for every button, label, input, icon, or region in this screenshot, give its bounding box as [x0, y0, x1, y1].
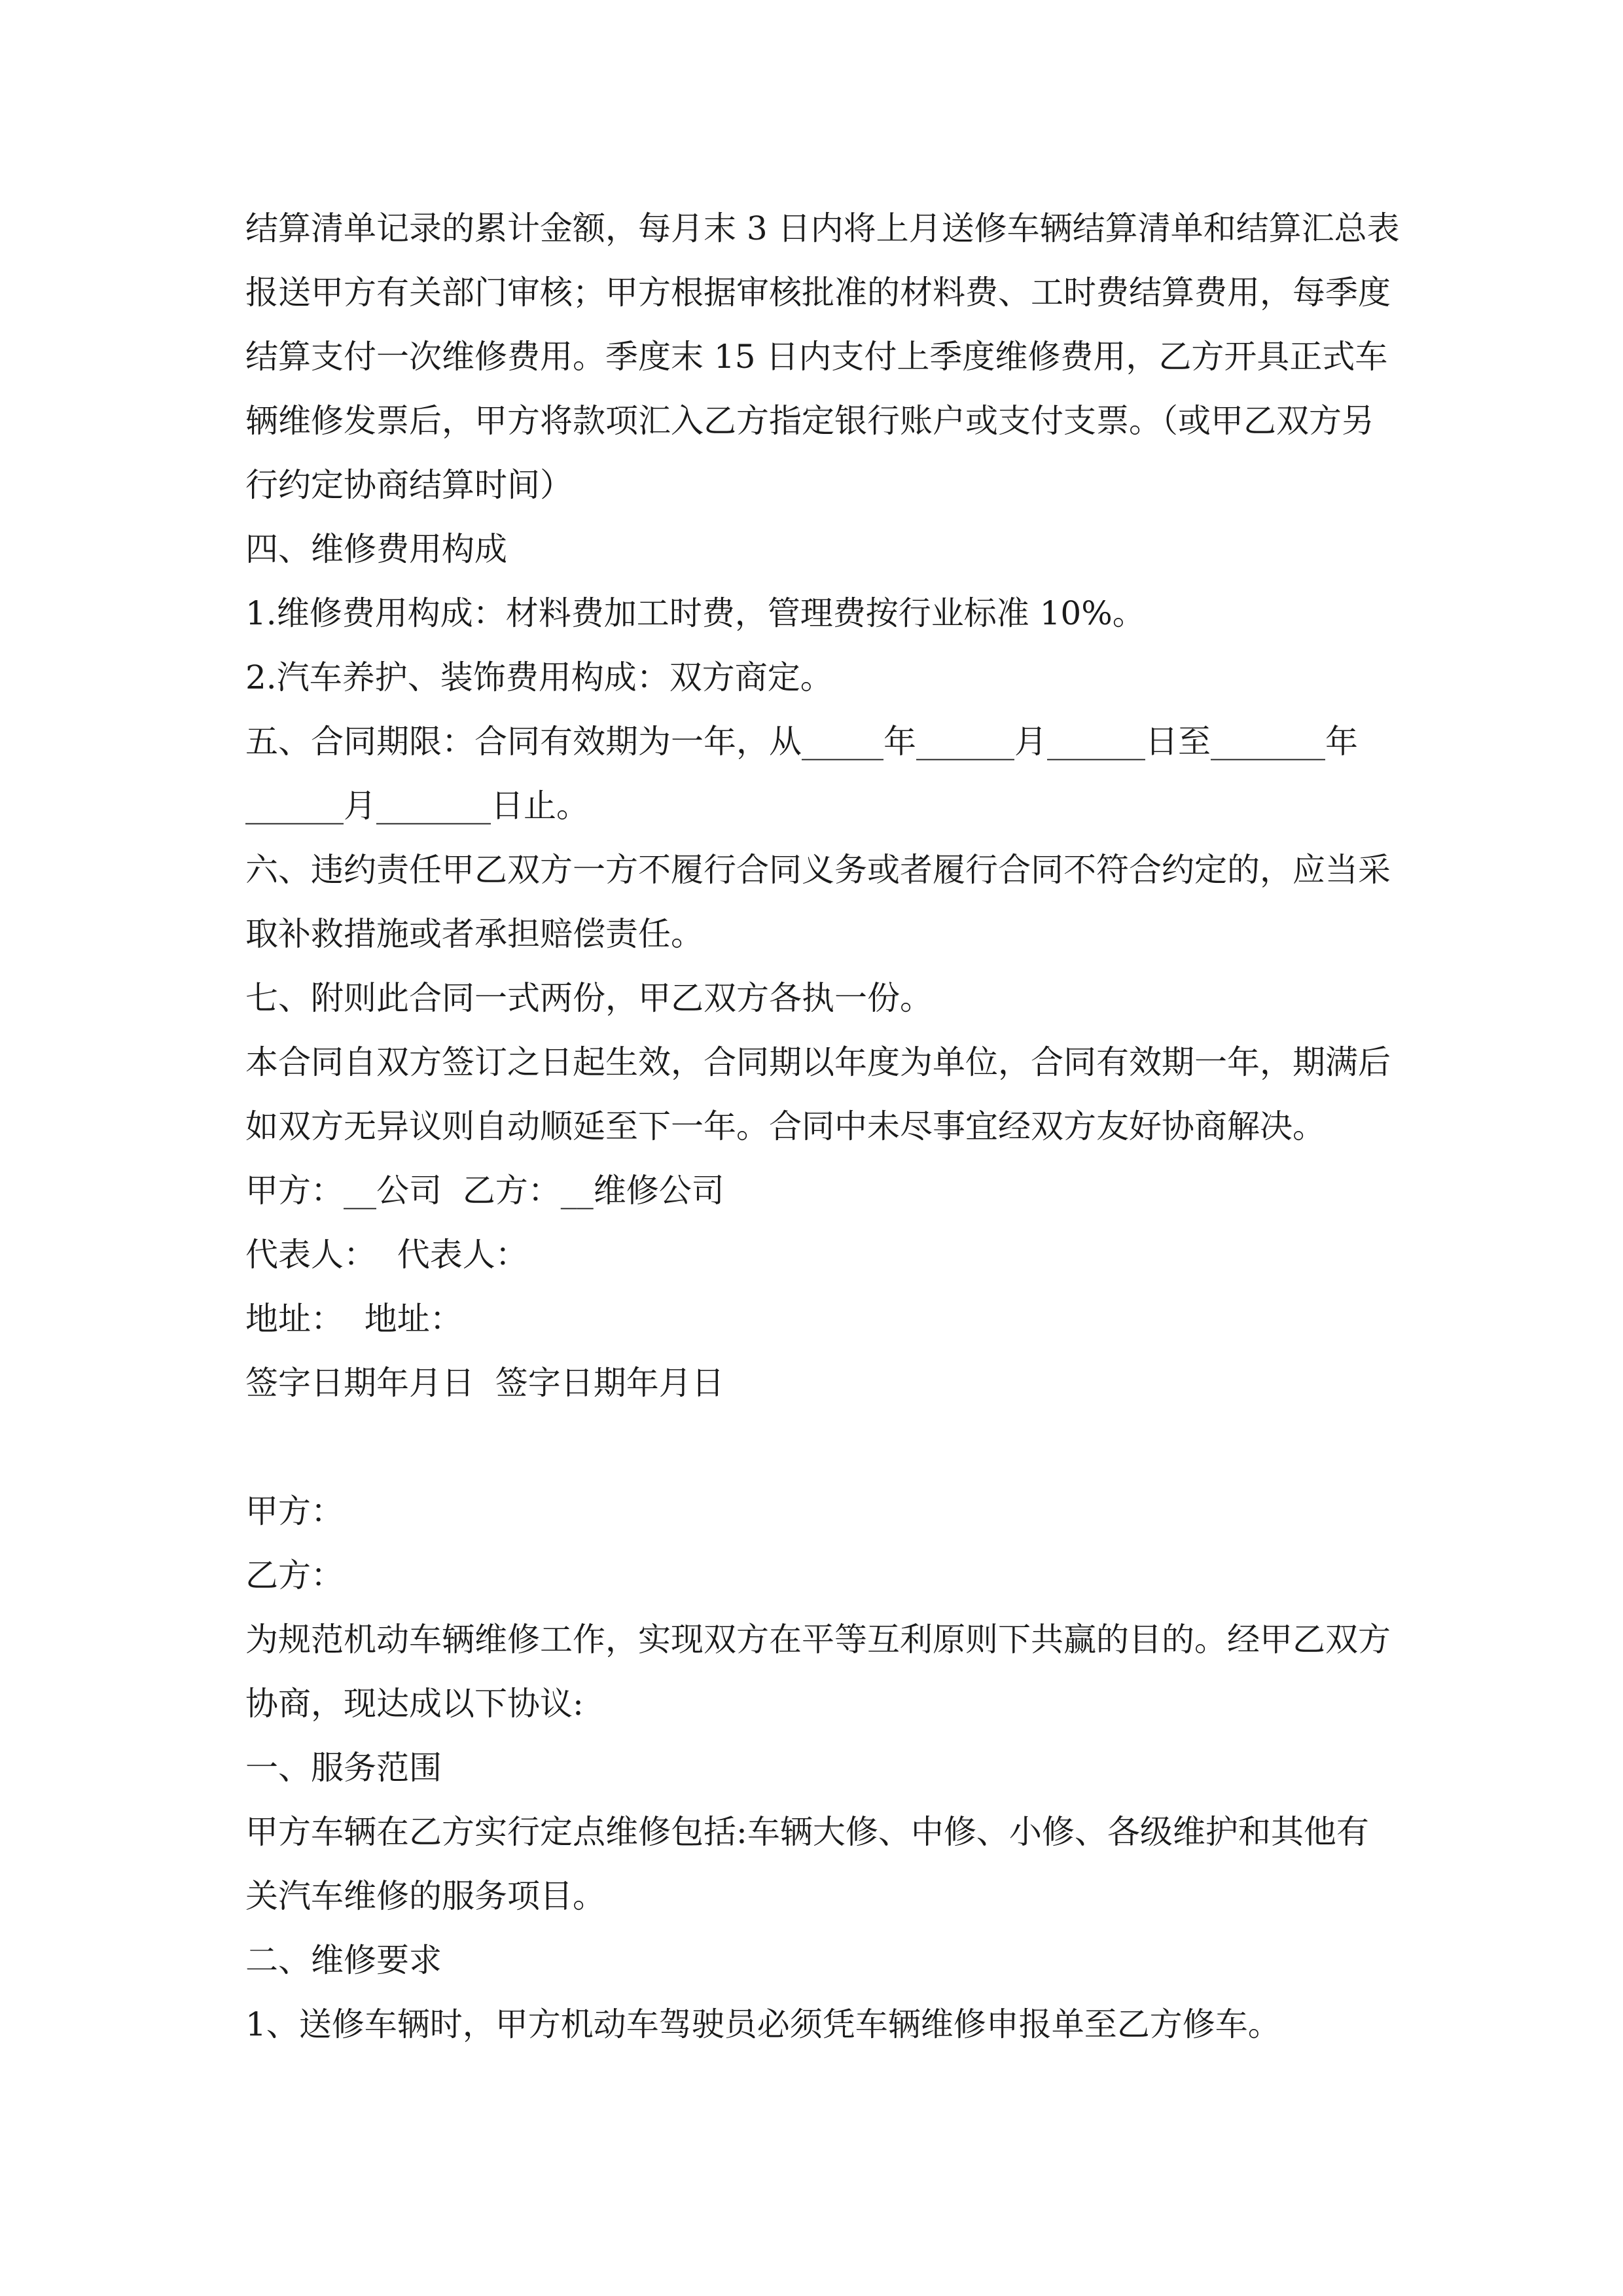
signature-date-line: 签字日期年月日 签字日期年月日	[245, 1364, 724, 1402]
text-line: 结算支付一次维修费用。季度末 15 日内支付上季度维修费用，乙方开具正式车	[245, 338, 1388, 376]
effectiveness-paragraph	[245, 1030, 1391, 1158]
signature-block	[245, 1158, 1381, 1415]
text-line: 1、送修车辆时，甲方机动车驾驶员必须凭车辆维修申报单至乙方修车。	[245, 2005, 1281, 2043]
contract-term-paragraph	[245, 709, 1381, 838]
text-line: ______月_______日止。	[245, 787, 589, 825]
cost-item-2	[245, 645, 1381, 709]
section-gap	[245, 1415, 1381, 1479]
preamble-paragraph	[245, 1607, 1391, 1736]
supplementary-provisions	[245, 966, 1381, 1030]
text-line: 报送甲方有关部门审核；甲方根据审核批准的材料费、工时费结算费用，每季度	[245, 274, 1391, 312]
text-line: 1.维修费用构成：材料费加工时费，管理费按行业标准 10%。	[245, 594, 1145, 632]
party-a-line: 甲方：	[245, 1492, 344, 1530]
party-b-line: 乙方：	[245, 1556, 344, 1594]
section-heading-repair-requirements	[245, 1928, 1381, 1992]
service-scope-paragraph	[245, 1800, 1381, 1928]
text-line: 为规范机动车辆维修工作，实现双方在平等互利原则下共赢的目的。经甲乙双方	[245, 1621, 1391, 1659]
breach-liability-paragraph	[245, 838, 1391, 966]
text-line: 取补救措施或者承担赔偿责任。	[245, 915, 704, 953]
text-line: 五、合同期限：合同有效期为一年，从_____年______月______日至_______年	[245, 723, 1358, 761]
text-line: 关汽车维修的服务项目。	[245, 1877, 605, 1915]
address-line: 地址： 地址：	[245, 1300, 463, 1338]
new-contract-parties	[245, 1479, 1381, 1607]
text-line: 甲方车辆在乙方实行定点维修包括:车辆大修、中修、小修、各级维护和其他有	[245, 1813, 1369, 1851]
cost-item-1	[245, 581, 1381, 645]
representative-line: 代表人： 代表人：	[245, 1236, 528, 1274]
document-body	[245, 196, 1400, 2056]
text-line: 六、违约责任甲乙双方一方不履行合同义务或者履行合同不符合约定的，应当采	[245, 851, 1391, 889]
text-line: 本合同自双方签订之日起生效，合同期以年度为单位，合同有效期一年，期满后	[245, 1043, 1391, 1081]
section-heading: 二、维修要求	[245, 1941, 442, 1979]
text-line: 结算清单记录的累计金额，每月末 3 日内将上月送修车辆结算清单和结算汇总表	[245, 209, 1400, 247]
text-line: 2.汽车养护、装饰费用构成：双方商定。	[245, 658, 833, 696]
text-line: 行约定协商结算时间）	[245, 466, 573, 504]
party-names-line: 甲方：__公司 乙方：__维修公司	[245, 1172, 724, 1210]
section-heading: 一、服务范围	[245, 1749, 442, 1787]
repair-requirement-1	[245, 1992, 1381, 2056]
text-line: 辆维修发票后，甲方将款项汇入乙方指定银行账户或支付支票。（或甲乙双方另	[245, 402, 1374, 440]
settlement-paragraph	[245, 196, 1400, 517]
section-heading: 四、维修费用构成	[245, 530, 507, 568]
text-line: 七、附则此合同一式两份，甲乙双方各执一份。	[245, 979, 933, 1017]
text-line: 协商，现达成以下协议:	[245, 1685, 584, 1723]
section-heading-cost-composition	[245, 517, 1381, 581]
section-heading-service-scope	[245, 1736, 1381, 1800]
text-line: 如双方无异议则自动顺延至下一年。合同中未尽事宜经双方友好协商解决。	[245, 1107, 1325, 1145]
